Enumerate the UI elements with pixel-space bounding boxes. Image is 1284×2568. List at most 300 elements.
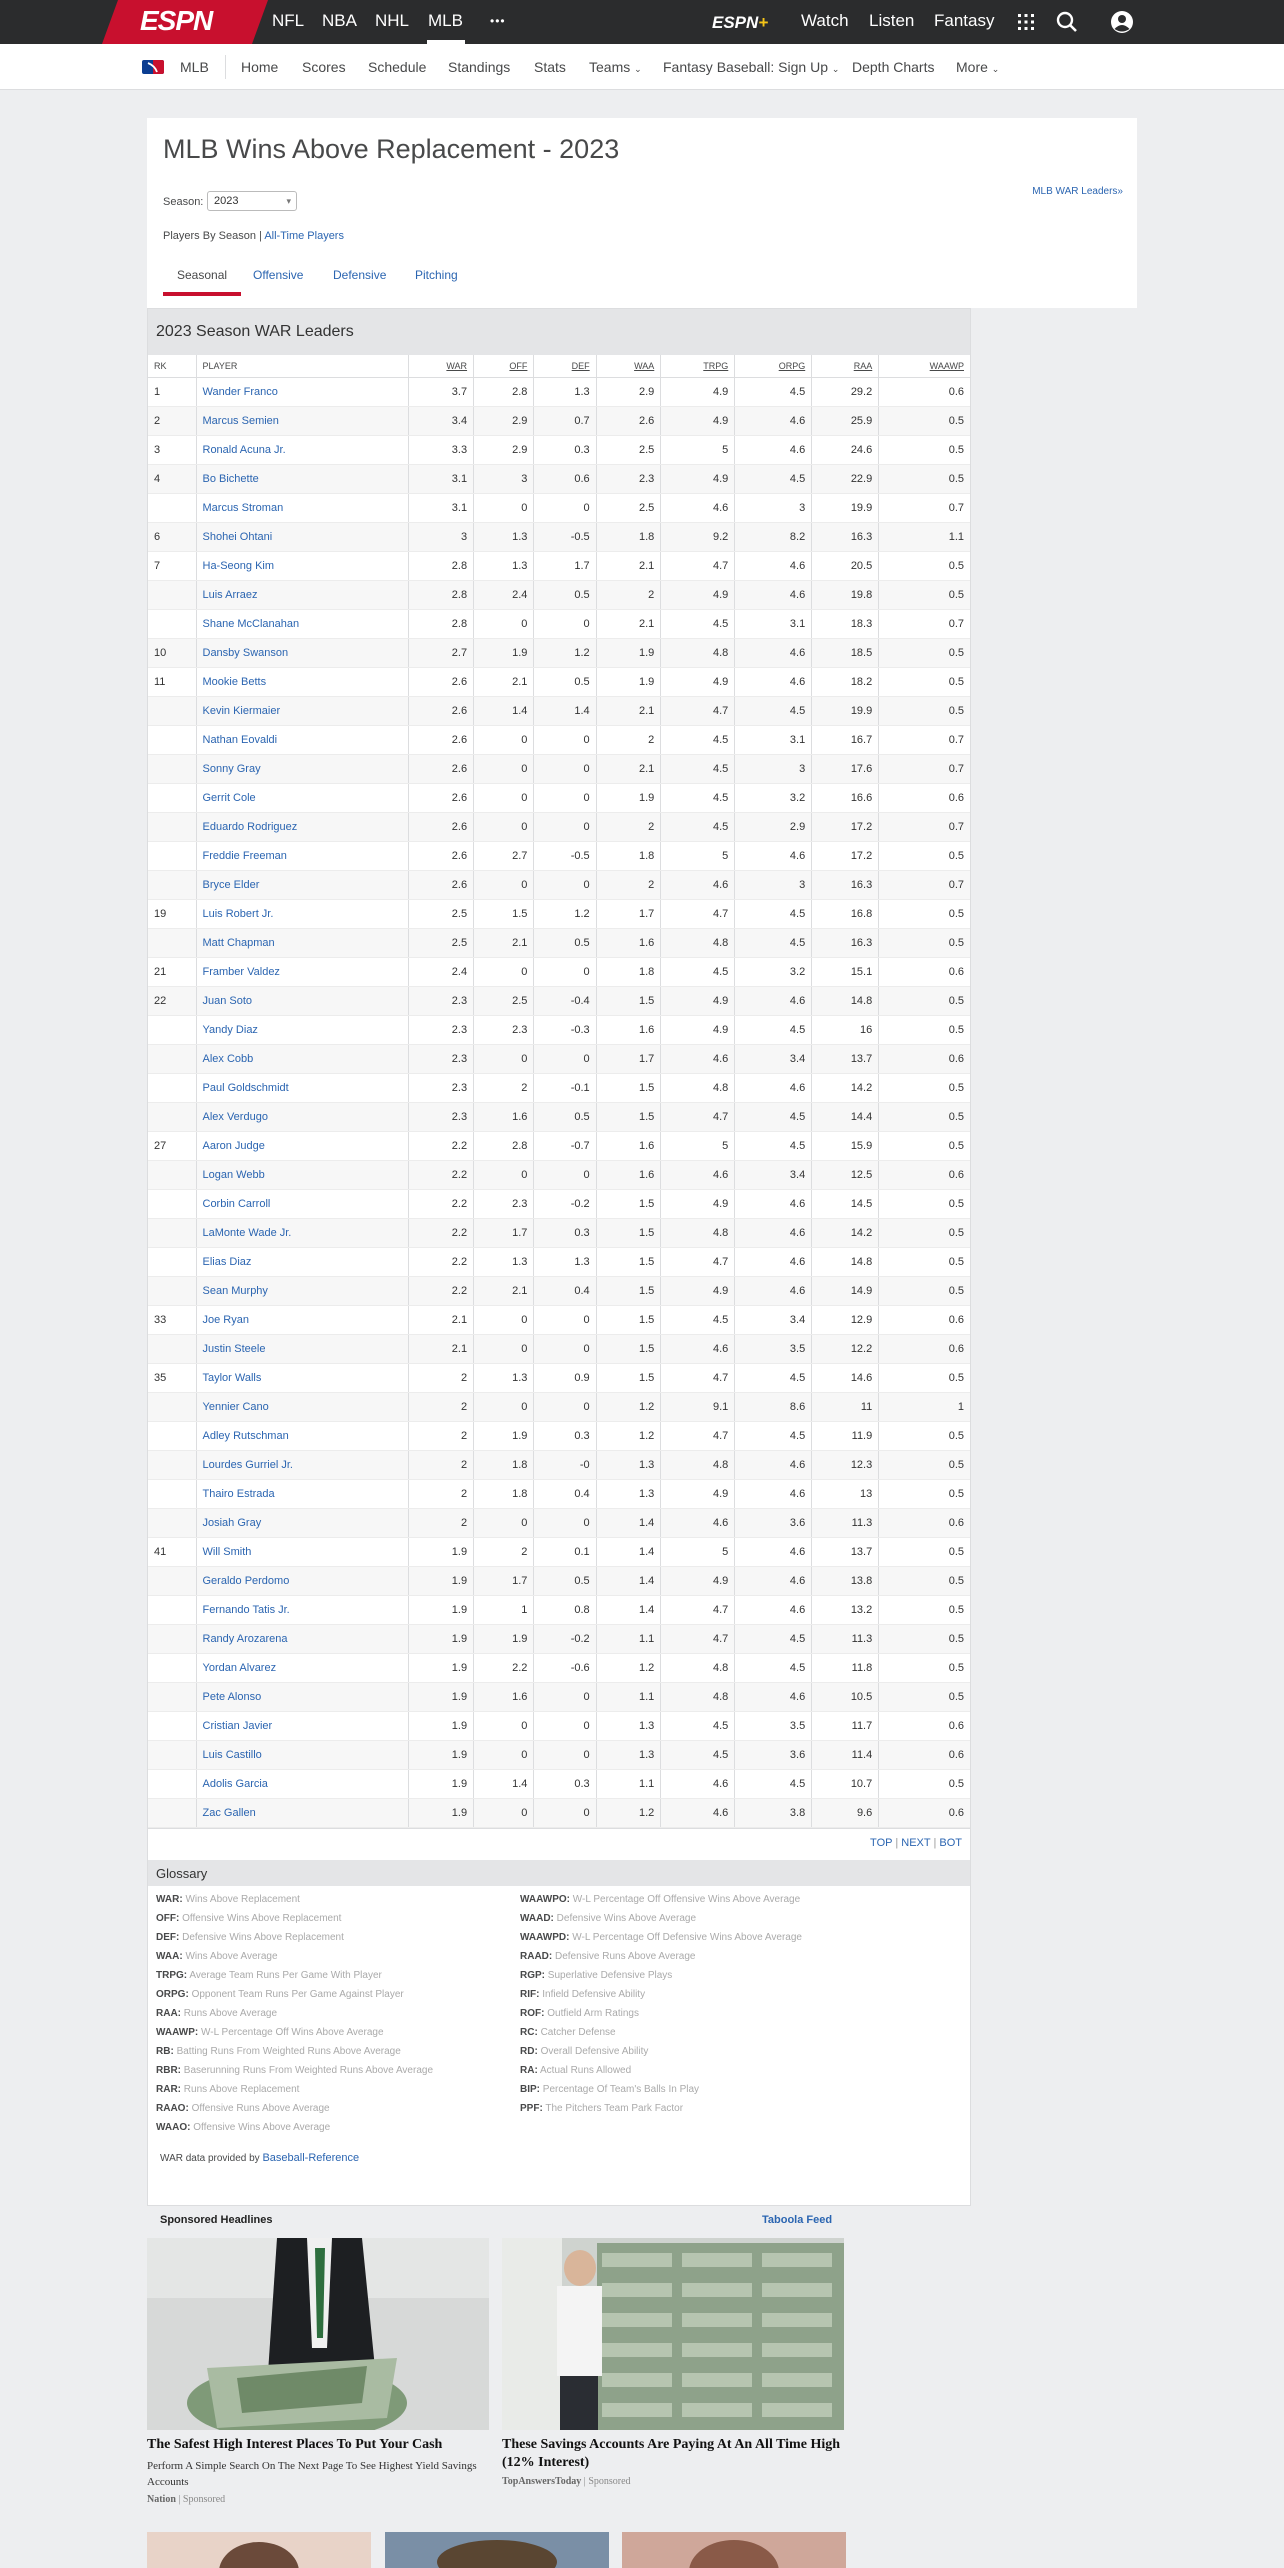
- cell-waawp: 0.5: [879, 1537, 970, 1566]
- subnav-scores[interactable]: Scores: [302, 59, 346, 75]
- player-link[interactable]: Zac Gallen: [202, 1806, 256, 1819]
- player-link[interactable]: Sean Murphy: [202, 1284, 268, 1297]
- player-link[interactable]: Sonny Gray: [202, 762, 261, 775]
- player-link[interactable]: Josiah Gray: [202, 1516, 262, 1529]
- cell-orpg: 3.4: [735, 1044, 812, 1073]
- player-link[interactable]: Geraldo Perdomo: [202, 1574, 290, 1587]
- cell-player: [196, 812, 408, 841]
- cell-trpg: 4.6: [661, 493, 735, 522]
- cell-raa: 13.8: [812, 1566, 879, 1595]
- cell-off: 1.8: [474, 1479, 534, 1508]
- glossary-entry: [520, 1894, 802, 1913]
- cell-trpg: 4.8: [661, 1653, 735, 1682]
- topnav-watch[interactable]: Watch: [801, 11, 849, 30]
- subnav-more-label: More: [956, 59, 988, 75]
- active-tab-indicator: [163, 292, 241, 296]
- player-link[interactable]: Lourdes Gurriel Jr.: [202, 1458, 293, 1471]
- subnav-more[interactable]: [956, 59, 999, 75]
- cell-raa: 9.6: [812, 1798, 879, 1827]
- player-link[interactable]: Paul Goldschmidt: [202, 1081, 289, 1094]
- cell-off: 0: [474, 1740, 534, 1769]
- cell-off: 0: [474, 870, 534, 899]
- table-row: [148, 899, 970, 928]
- cell-raa: 12.9: [812, 1305, 879, 1334]
- player-link[interactable]: Juan Soto: [202, 994, 253, 1007]
- cell-player: [196, 1711, 408, 1740]
- cell-orpg: 4.6: [735, 1276, 812, 1305]
- espn-plus-sign: +: [758, 13, 769, 32]
- cell-raa: 16.7: [812, 725, 879, 754]
- cell-def: 0.9: [534, 1363, 596, 1392]
- cell-player: [196, 899, 408, 928]
- cell-raa: 15.1: [812, 957, 879, 986]
- cell-def: 0: [534, 1740, 596, 1769]
- subnav-fantasy-label: Fantasy Baseball: Sign Up: [663, 59, 828, 75]
- player-link[interactable]: Marcus Semien: [202, 414, 279, 427]
- glossary-definition: Wins Above Replacement: [185, 1893, 300, 1905]
- cell-off: 2.9: [474, 406, 534, 435]
- table-row: [148, 841, 970, 870]
- player-link[interactable]: Nathan Eovaldi: [202, 733, 278, 746]
- cell-rank: 19: [148, 899, 196, 928]
- cell-player: [196, 1450, 408, 1479]
- player-link[interactable]: Alex Cobb: [202, 1052, 254, 1065]
- cell-off: 0: [474, 609, 534, 638]
- cell-waawp: 0.7: [879, 870, 970, 899]
- cell-trpg: 4.9: [661, 986, 735, 1015]
- cell-player: [196, 493, 408, 522]
- player-link[interactable]: Bo Bichette: [202, 472, 259, 485]
- cell-waa: 2.9: [596, 377, 661, 406]
- war-leaders-table: [148, 355, 970, 1828]
- cell-war: 2.2: [408, 1160, 474, 1189]
- glossary-definition: W-L Percentage Off Defensive Wins Above Average: [572, 1931, 802, 1943]
- cell-rank: [148, 1653, 196, 1682]
- cell-waa: 1.7: [596, 899, 661, 928]
- subnav-fantasy[interactable]: [663, 59, 839, 75]
- col-off[interactable]: OFF: [474, 355, 534, 377]
- cell-waawp: 0.5: [879, 1479, 970, 1508]
- cell-def: -0.4: [534, 986, 596, 1015]
- cell-waa: 1.2: [596, 1798, 661, 1827]
- cell-waa: 1.4: [596, 1508, 661, 1537]
- cell-war: 1.9: [408, 1595, 474, 1624]
- player-link[interactable]: Yennier Cano: [202, 1400, 269, 1413]
- ad-source: TopAnswersToday | Sponsored: [502, 2476, 631, 2487]
- ad-source: Nation | Sponsored: [147, 2494, 226, 2505]
- cell-off: 1.3: [474, 522, 534, 551]
- cell-raa: 16.6: [812, 783, 879, 812]
- table-row: [148, 522, 970, 551]
- topnav-mlb[interactable]: MLB: [428, 11, 463, 30]
- cell-waawp: 0.6: [879, 1508, 970, 1537]
- cell-def: 0.5: [534, 1566, 596, 1595]
- cell-def: 0.4: [534, 1276, 596, 1305]
- cell-player: [196, 754, 408, 783]
- player-link[interactable]: Shohei Ohtani: [202, 530, 273, 543]
- cell-war: 1.9: [408, 1740, 474, 1769]
- cell-waa: 1.9: [596, 783, 661, 812]
- cell-player: [196, 377, 408, 406]
- player-link[interactable]: Eduardo Rodriguez: [202, 820, 298, 833]
- pager-top-link[interactable]: TOP: [870, 1836, 893, 1849]
- table-row: [148, 754, 970, 783]
- cell-waawp: 0.7: [879, 493, 970, 522]
- player-link[interactable]: Adolis Garcia: [202, 1777, 268, 1790]
- sponsored-ad-card[interactable]: [502, 2238, 844, 2487]
- player-link[interactable]: Luis Robert Jr.: [202, 907, 274, 920]
- glossary-term: DEF:: [156, 1931, 180, 1943]
- sponsored-ad-card[interactable]: [147, 2238, 489, 2505]
- cell-war: 2: [408, 1363, 474, 1392]
- cell-orpg: 3.6: [735, 1740, 812, 1769]
- cell-orpg: 4.5: [735, 1653, 812, 1682]
- cell-orpg: 3.2: [735, 957, 812, 986]
- col-war[interactable]: WAR: [408, 355, 474, 377]
- glossary-definition: Wins Above Average: [185, 1950, 278, 1962]
- table-header-row: [148, 355, 970, 377]
- player-link[interactable]: Adley Rutschman: [202, 1429, 289, 1442]
- cell-rank: 6: [148, 522, 196, 551]
- topnav-nfl[interactable]: NFL: [272, 11, 305, 30]
- cell-raa: 14.9: [812, 1276, 879, 1305]
- cell-trpg: 4.7: [661, 1421, 735, 1450]
- cell-raa: 16.8: [812, 899, 879, 928]
- more-sports-icon[interactable]: •••: [490, 14, 506, 28]
- cell-off: 1.6: [474, 1682, 534, 1711]
- grid-icon[interactable]: [1014, 10, 1038, 34]
- cell-player: [196, 1189, 408, 1218]
- glossary-term: BIP:: [520, 2083, 540, 2095]
- profile-icon[interactable]: [1110, 10, 1134, 34]
- baseball-reference-link[interactable]: Baseball-Reference: [262, 2151, 360, 2164]
- player-link[interactable]: Wander Franco: [202, 385, 278, 398]
- glossary-term: RBR:: [156, 2064, 181, 2076]
- mlb-logo-icon[interactable]: [142, 60, 164, 74]
- cell-war: 2.6: [408, 696, 474, 725]
- cell-waa: 2.5: [596, 435, 661, 464]
- cell-player: [196, 1160, 408, 1189]
- glossary-term: ROF:: [520, 2007, 545, 2019]
- glossary-term: RAAO:: [156, 2102, 189, 2114]
- cell-orpg: 3.4: [735, 1305, 812, 1334]
- cell-raa: 14.5: [812, 1189, 879, 1218]
- table-row: [148, 725, 970, 754]
- search-icon[interactable]: [1055, 10, 1079, 34]
- cell-raa: 18.5: [812, 638, 879, 667]
- cell-off: 3: [474, 464, 534, 493]
- cell-rank: 2: [148, 406, 196, 435]
- cell-raa: 16: [812, 1015, 879, 1044]
- cell-waa: 1.5: [596, 986, 661, 1015]
- ad-image: [147, 2238, 489, 2430]
- player-link[interactable]: Framber Valdez: [202, 965, 280, 978]
- cell-rank: [148, 1276, 196, 1305]
- table-row: [148, 870, 970, 899]
- col-waa[interactable]: WAA: [596, 355, 661, 377]
- cell-waawp: 0.5: [879, 580, 970, 609]
- topnav-listen[interactable]: Listen: [869, 11, 915, 30]
- cell-rank: [148, 1450, 196, 1479]
- ad-thumbnail[interactable]: [147, 2532, 371, 2568]
- cell-waawp: 0.5: [879, 1363, 970, 1392]
- pager-next-link[interactable]: NEXT: [901, 1836, 931, 1849]
- cell-player: [196, 1624, 408, 1653]
- cell-raa: 14.2: [812, 1218, 879, 1247]
- cell-waa: 1.4: [596, 1566, 661, 1595]
- col-def[interactable]: DEF: [534, 355, 596, 377]
- cell-orpg: 4.6: [735, 1682, 812, 1711]
- cell-waawp: 0.5: [879, 928, 970, 957]
- player-link[interactable]: Luis Arraez: [202, 588, 258, 601]
- glossary-definition: Offensive Wins Above Replacement: [182, 1912, 342, 1924]
- tab-pitching[interactable]: Pitching: [415, 268, 458, 282]
- cell-player: [196, 1334, 408, 1363]
- player-link[interactable]: Dansby Swanson: [202, 646, 289, 659]
- espn-logo[interactable]: ESPN: [140, 5, 213, 36]
- chevron-down-icon: ⌄: [991, 64, 1000, 74]
- cell-war: 2.3: [408, 1015, 474, 1044]
- cell-orpg: 4.6: [735, 841, 812, 870]
- cell-off: 1.4: [474, 1769, 534, 1798]
- cell-waa: 1.9: [596, 638, 661, 667]
- glossary-definition: Runs Above Replacement: [183, 2083, 300, 2095]
- cell-orpg: 3.4: [735, 1160, 812, 1189]
- glossary-entry: [156, 1932, 433, 1951]
- cell-player: [196, 1653, 408, 1682]
- table-row: [148, 1624, 970, 1653]
- cell-waawp: 0.5: [879, 986, 970, 1015]
- cell-trpg: 4.6: [661, 1334, 735, 1363]
- glossary-body: [148, 1886, 970, 2206]
- cell-war: 1.9: [408, 1769, 474, 1798]
- cell-rank: [148, 1015, 196, 1044]
- cell-war: 3: [408, 522, 474, 551]
- player-link[interactable]: Luis Castillo: [202, 1748, 262, 1761]
- cell-waawp: 0.5: [879, 696, 970, 725]
- player-link[interactable]: Shane McClanahan: [202, 617, 300, 630]
- cell-def: 1.7: [534, 551, 596, 580]
- cell-def: -0.3: [534, 1015, 596, 1044]
- players-by-season-label: Players By Season |: [163, 230, 262, 242]
- cell-def: 1.3: [534, 377, 596, 406]
- player-link[interactable]: Ha-Seong Kim: [202, 559, 275, 572]
- table-row: [148, 783, 970, 812]
- ad-headline[interactable]: These Savings Accounts Are Paying At An All Time High (12% Interest): [502, 2437, 841, 2470]
- cell-rank: 4: [148, 464, 196, 493]
- topnav-fantasy[interactable]: Fantasy: [934, 11, 995, 30]
- col-waawp[interactable]: WAAWP: [879, 355, 970, 377]
- cell-trpg: 4.6: [661, 870, 735, 899]
- subnav-sport-mlb[interactable]: MLB: [180, 59, 209, 75]
- col-orpg[interactable]: ORPG: [735, 355, 812, 377]
- divider: [225, 55, 226, 79]
- cell-waa: 1.6: [596, 1131, 661, 1160]
- cell-player: [196, 1682, 408, 1711]
- player-link[interactable]: Logan Webb: [202, 1168, 265, 1181]
- player-link[interactable]: Joe Ryan: [202, 1313, 249, 1326]
- cell-player: [196, 435, 408, 464]
- cell-war: 2.6: [408, 812, 474, 841]
- cell-raa: 14.4: [812, 1102, 879, 1131]
- player-link[interactable]: Pete Alonso: [202, 1690, 262, 1703]
- season-dropdown[interactable]: [207, 191, 297, 211]
- cell-off: 1.6: [474, 1102, 534, 1131]
- taboola-feed-link[interactable]: Taboola Feed: [762, 2214, 833, 2226]
- cell-off: 1.3: [474, 1363, 534, 1392]
- cell-def: 0: [534, 870, 596, 899]
- cell-trpg: 4.5: [661, 812, 735, 841]
- glossary-title: Glossary: [148, 1860, 970, 1886]
- cell-player: [196, 1102, 408, 1131]
- cell-off: 0: [474, 1334, 534, 1363]
- col-raa[interactable]: RAA: [812, 355, 879, 377]
- player-link[interactable]: Alex Verdugo: [202, 1110, 268, 1123]
- cell-war: 2.8: [408, 609, 474, 638]
- cell-player: [196, 1044, 408, 1073]
- cell-waa: 2.1: [596, 609, 661, 638]
- cell-orpg: 4.5: [735, 1131, 812, 1160]
- all-time-players-link[interactable]: All-Time Players: [264, 230, 344, 242]
- ad-thumbnail[interactable]: [385, 2532, 609, 2568]
- cell-waawp: 0.5: [879, 1015, 970, 1044]
- table-row: [148, 1102, 970, 1131]
- player-link[interactable]: Justin Steele: [202, 1342, 266, 1355]
- cell-off: 2.1: [474, 928, 534, 957]
- cell-war: 2: [408, 1392, 474, 1421]
- topnav-nhl[interactable]: NHL: [375, 11, 410, 30]
- player-link[interactable]: Gerrit Cole: [202, 791, 256, 804]
- tab-seasonal[interactable]: Seasonal: [177, 268, 228, 282]
- subnav-home[interactable]: Home: [241, 59, 279, 75]
- cell-trpg: 4.9: [661, 406, 735, 435]
- cell-waawp: 0.5: [879, 1450, 970, 1479]
- tab-offensive[interactable]: Offensive: [253, 268, 304, 282]
- cell-rank: [148, 1798, 196, 1827]
- table-row: [148, 1160, 970, 1189]
- espn-plus-logo[interactable]: [712, 13, 768, 33]
- cell-waawp: 0.6: [879, 1305, 970, 1334]
- table-row: [148, 696, 970, 725]
- player-link[interactable]: Marcus Stroman: [202, 501, 284, 514]
- glossary-term: ORPG:: [156, 1988, 189, 2000]
- cell-war: 2: [408, 1450, 474, 1479]
- cell-war: 3.4: [408, 406, 474, 435]
- subnav-schedule[interactable]: Schedule: [368, 59, 427, 75]
- player-link[interactable]: Thairo Estrada: [202, 1487, 275, 1500]
- player-link[interactable]: Fernando Tatis Jr.: [202, 1603, 290, 1616]
- cell-rank: [148, 1711, 196, 1740]
- player-link[interactable]: Mookie Betts: [202, 675, 267, 688]
- player-link[interactable]: Aaron Judge: [202, 1139, 265, 1152]
- player-link[interactable]: Kevin Kiermaier: [202, 704, 281, 717]
- cell-rank: [148, 1392, 196, 1421]
- cell-player: [196, 1131, 408, 1160]
- cell-player: [196, 986, 408, 1015]
- cell-off: 0: [474, 957, 534, 986]
- cell-orpg: 4.6: [735, 580, 812, 609]
- cell-raa: 11.9: [812, 1421, 879, 1450]
- cell-war: 2.2: [408, 1131, 474, 1160]
- col-trpg[interactable]: TRPG: [661, 355, 735, 377]
- cell-trpg: 4.5: [661, 1740, 735, 1769]
- player-link[interactable]: Matt Chapman: [202, 936, 275, 949]
- ad-headline[interactable]: The Safest High Interest Places To Put Your Cash: [147, 2437, 443, 2452]
- cell-orpg: 3.1: [735, 609, 812, 638]
- glossary-definition: Actual Runs Allowed: [540, 2064, 632, 2076]
- cell-raa: 11.8: [812, 1653, 879, 1682]
- player-link[interactable]: Yandy Diaz: [202, 1023, 258, 1036]
- player-link[interactable]: Bryce Elder: [202, 878, 260, 891]
- cell-player: [196, 696, 408, 725]
- player-link[interactable]: LaMonte Wade Jr.: [202, 1226, 292, 1239]
- cell-player: [196, 638, 408, 667]
- cell-def: 0: [534, 812, 596, 841]
- cell-def: -0.6: [534, 1653, 596, 1682]
- glossary-right-column: [520, 1894, 802, 2122]
- table-row: [148, 1450, 970, 1479]
- subnav-standings[interactable]: Standings: [448, 59, 511, 75]
- cell-off: 1.7: [474, 1566, 534, 1595]
- cell-off: 1: [474, 1595, 534, 1624]
- player-link[interactable]: Ronald Acuna Jr.: [202, 443, 286, 456]
- cell-player: [196, 1276, 408, 1305]
- tab-defensive[interactable]: Defensive: [333, 268, 387, 282]
- topnav-nba[interactable]: NBA: [322, 11, 357, 30]
- war-leaders-link[interactable]: MLB WAR Leaders»: [1032, 186, 1123, 197]
- cell-waa: 2.1: [596, 696, 661, 725]
- player-link[interactable]: Freddie Freeman: [202, 849, 287, 862]
- cell-rank: [148, 1247, 196, 1276]
- cell-raa: 11: [812, 1392, 879, 1421]
- cell-off: 2.4: [474, 580, 534, 609]
- cell-war: 2.1: [408, 1305, 474, 1334]
- subnav-teams[interactable]: [589, 59, 642, 75]
- cell-raa: 18.3: [812, 609, 879, 638]
- player-link[interactable]: Yordan Alvarez: [202, 1661, 277, 1674]
- cell-player: [196, 1218, 408, 1247]
- cell-off: 1.9: [474, 1624, 534, 1653]
- ad-thumbnail[interactable]: [622, 2532, 846, 2568]
- player-link[interactable]: Cristian Javier: [202, 1719, 273, 1732]
- cell-trpg: 4.7: [661, 551, 735, 580]
- cell-raa: 13.7: [812, 1044, 879, 1073]
- cell-def: 0.5: [534, 667, 596, 696]
- cell-player: [196, 841, 408, 870]
- cell-war: 2.7: [408, 638, 474, 667]
- player-link[interactable]: Will Smith: [202, 1545, 252, 1558]
- cell-waa: 2: [596, 580, 661, 609]
- cell-raa: 16.3: [812, 522, 879, 551]
- player-link[interactable]: Randy Arozarena: [202, 1632, 288, 1645]
- subnav-depth-charts[interactable]: Depth Charts: [852, 59, 935, 75]
- pager-bot-link[interactable]: BOT: [939, 1836, 962, 1849]
- cell-war: 2.6: [408, 754, 474, 783]
- player-link[interactable]: Taylor Walls: [202, 1371, 262, 1384]
- page-header-card: [147, 118, 1137, 308]
- player-link[interactable]: Corbin Carroll: [202, 1197, 271, 1210]
- cell-orpg: 3.1: [735, 725, 812, 754]
- glossary-definition: Outfield Arm Ratings: [547, 2007, 639, 2019]
- subnav-stats[interactable]: Stats: [534, 59, 566, 75]
- table-row: [148, 1653, 970, 1682]
- cell-rank: 10: [148, 638, 196, 667]
- cell-orpg: 4.5: [735, 1102, 812, 1131]
- player-link[interactable]: Elias Diaz: [202, 1255, 252, 1268]
- espn-plus-text: ESPN: [712, 13, 759, 32]
- glossary-entry: [520, 1932, 802, 1951]
- cell-raa: 13.2: [812, 1595, 879, 1624]
